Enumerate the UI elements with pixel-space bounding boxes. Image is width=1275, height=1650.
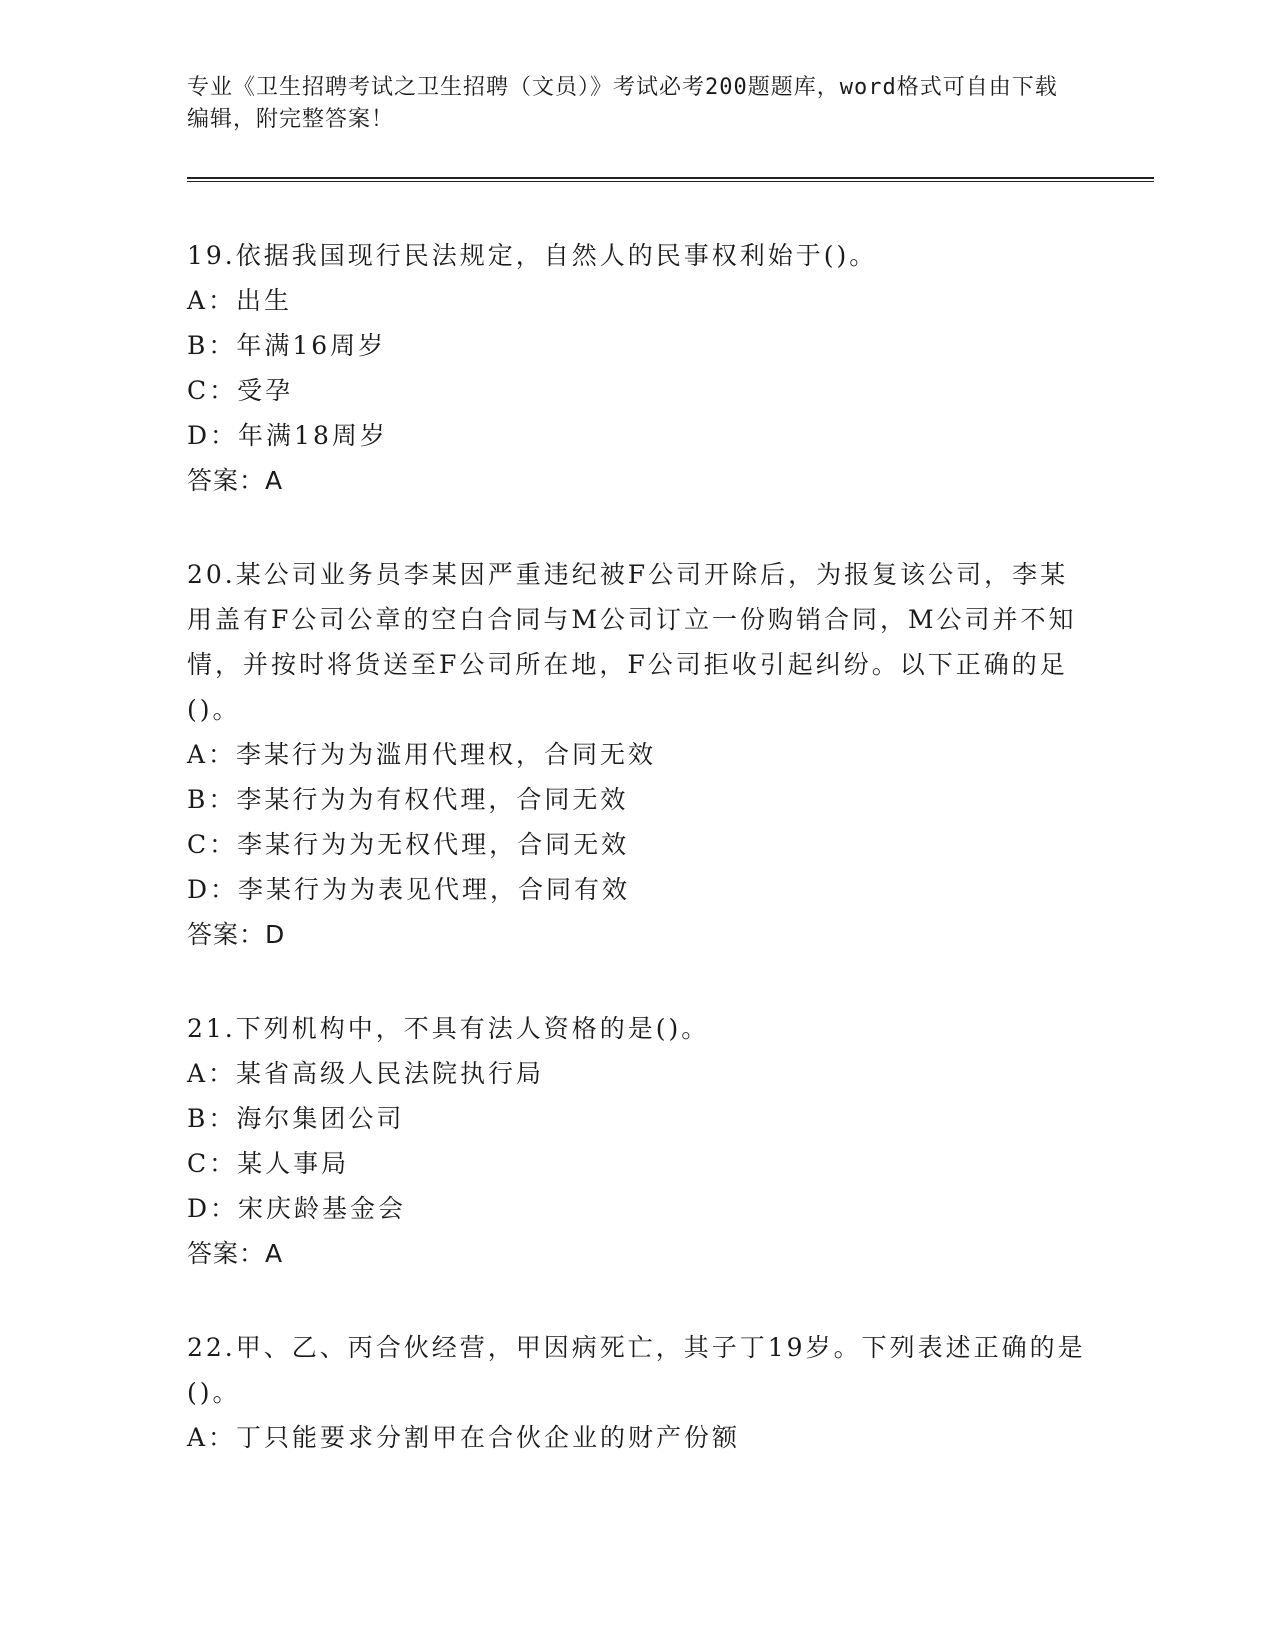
- question-stem: 22.甲、乙、丙合伙经营，甲因病死亡，其子丁19岁。下列表述正确的是()。: [187, 1333, 1086, 1407]
- answer: 答案：A: [187, 466, 284, 495]
- option-d: D：年满18周岁: [187, 421, 388, 450]
- question-22: [187, 1325, 1087, 1460]
- option-a: A：丁只能要求分割甲在合伙企业的财产份额: [187, 1423, 741, 1452]
- document-header: 专业《卫生招聘考试之卫生招聘（文员）》考试必考200题题库，word格式可自由下载编辑，附完整答案！: [187, 75, 1058, 132]
- option-b: B：李某行为为有权代理，合同无效: [187, 785, 629, 814]
- answer: 答案：A: [187, 1239, 284, 1268]
- question-19: [187, 233, 1087, 503]
- option-b: B：年满16周岁: [187, 331, 387, 360]
- question-stem: 21.下列机构中，不具有法人资格的是()。: [187, 1014, 710, 1043]
- option-c: C：受孕: [187, 376, 294, 405]
- option-a: A：出生: [187, 286, 293, 315]
- option-c: C：某人事局: [187, 1149, 350, 1178]
- option-d: D：宋庆龄基金会: [187, 1194, 407, 1223]
- question-stem: 20.某公司业务员李某因严重违纪被F公司开除后，为报复该公司，李某用盖有F公司公章的空白合同与M公司订立一份购销合同，M公司并不知情，并按时将货送至F公司所在地，F公司拒收引起纠纷。以下正确的足()。: [187, 560, 1077, 724]
- question-stem: 19.依据我国现行民法规定，自然人的民事权利始于()。: [187, 241, 878, 270]
- option-a: A：某省高级人民法院执行局: [187, 1059, 545, 1088]
- question-20: [187, 552, 1087, 957]
- header-divider-top: [187, 177, 1154, 179]
- question-21: [187, 1006, 1087, 1276]
- header-divider-bottom: [187, 181, 1154, 182]
- answer: 答案：D: [187, 920, 286, 949]
- option-c: C：李某行为为无权代理，合同无效: [187, 830, 630, 859]
- option-a: A：李某行为为滥用代理权，合同无效: [187, 740, 657, 769]
- option-d: D：李某行为为表见代理，合同有效: [187, 875, 631, 904]
- option-b: B：海尔集团公司: [187, 1104, 405, 1133]
